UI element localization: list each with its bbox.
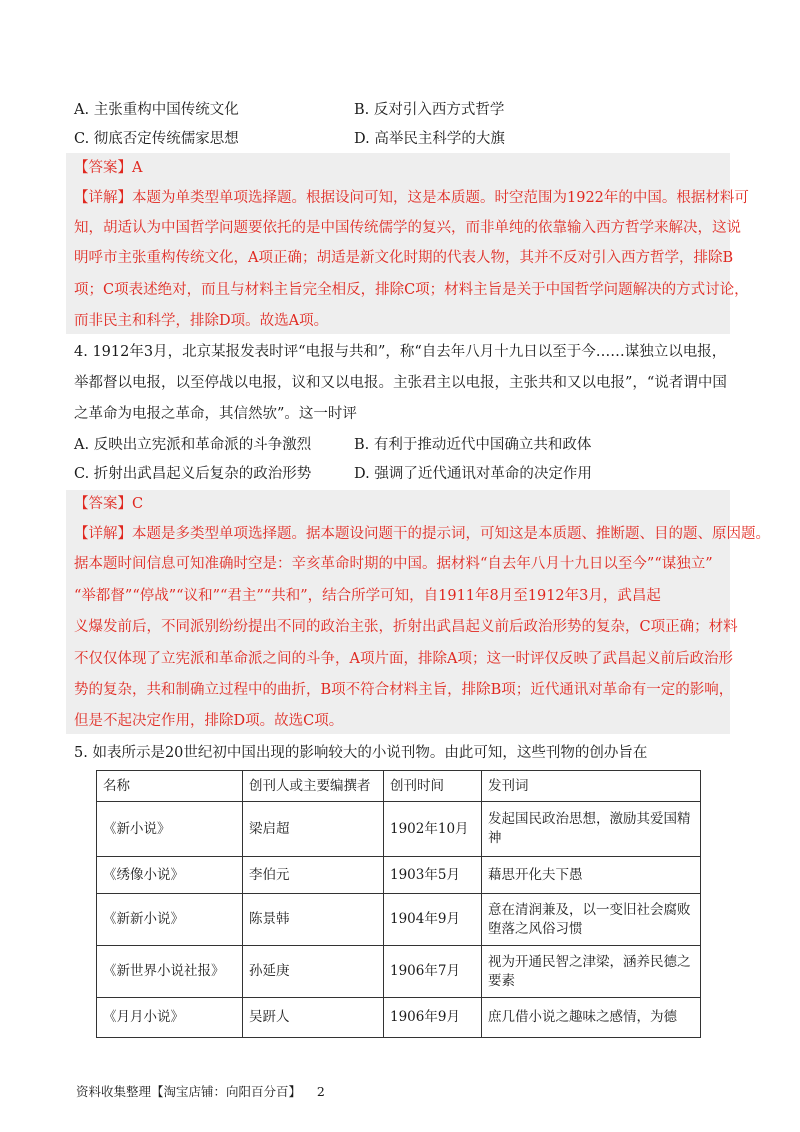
answer-value: A [132,160,143,176]
table-row [97,857,701,894]
q3-answer-block [66,153,730,334]
table-row [97,998,701,1038]
table-cell: 意在清润兼及，以一变旧社会腐败堕落之风俗习惯 [482,894,701,946]
detail-tag: 【详解】 [74,190,132,206]
q4-detail-line-2: 据本题时间信息可知准确时空是：辛亥革命时期的中国。据材料“自去年八月十九日以至今”“谋独立” [74,556,713,572]
q3-detail-line-5: 而非民主和科学，排除D项。故选A项。 [74,313,329,329]
header-cell: 创刊人或主要编撰者 [243,771,384,802]
table-cell: 发起国民政治思想，激励其爱国精神 [482,802,701,857]
table-cell: 《新新小说》 [97,894,243,946]
table-header-row [97,771,701,802]
answer-value: C [132,496,144,512]
table-cell: 庶几借小说之趣味之感情，为德 [482,998,701,1038]
q3-detail-line-4: 项；C项表述绝对，而且与材料主旨完全相反，排除C项；材料主旨是关于中国哲学问题解决的方式讨论， [74,282,749,298]
header-cell: 发刊词 [482,771,701,802]
q3-option-b: B. 反对引入西方式哲学 [354,102,505,118]
page-number: 2 [316,1084,325,1099]
table-cell: 梁启超 [243,802,384,857]
table-cell: 藉思开化夫下愚 [482,857,701,894]
magazine-table [96,770,701,1038]
footer-text: 资料收集整理【淘宝店铺：向阳百分百】 [76,1084,302,1099]
q4-stem-line-2: 举都督以电报，以至停战以电报，议和又以电报。主张君主以电报，主张共和又以电报”，“说者谓中国 [74,375,727,391]
table-cell: 陈景韩 [243,894,384,946]
header-cell: 名称 [97,771,243,802]
table-cell: 1902年10月 [384,802,482,857]
q3-option-a: A. 主张重构中国传统文化 [74,102,239,118]
page-footer [76,1082,325,1100]
q4-detail-line-7: 但是不起决定作用，排除D项。故选C项。 [74,713,344,729]
answer-tag: 【答案】 [74,496,132,512]
q3-option-c: C. 彻底否定传统儒家思想 [74,131,239,147]
table-row [97,946,701,998]
table-cell: 李伯元 [243,857,384,894]
q3-detail-line-3: 明呼市主张重构传统文化，A项正确；胡适是新文化时期的代表人物，其并不反对引入西方哲学，排除B [74,250,734,266]
q4-stem-line-1: 4. 1912年3月，北京某报发表时评“电报与共和”，称“自去年八月十九日以至于今……谋独立以电报， [74,344,727,360]
detail-tag: 【详解】 [74,526,132,542]
q4-answer [74,494,143,514]
table-cell: 《新世界小说社报》 [97,946,243,998]
table-cell: 1903年5月 [384,857,482,894]
table-cell: 1906年9月 [384,998,482,1038]
q5-stem: 5. 如表所示是20世纪初中国出现的影响较大的小说刊物。由此可知，这些刊物的创办旨在 [74,745,648,761]
q4-detail-line-1: 【详解】本题是多类型单项选择题。据本题设问题干的提示词，可知这是本质题、推断题、目的题、原因题。 [74,526,770,542]
answer-tag: 【答案】 [74,160,132,176]
q3-option-d: D. 高举民主科学的大旗 [354,131,505,147]
q4-option-c: C. 折射出武昌起义后复杂的政治形势 [74,466,312,482]
table-cell: 《月月小说》 [97,998,243,1038]
q4-detail-line-3: “举都督”“停战”“议和”“君主”“共和”，结合所学可知，自1911年8月至1912年3月，武昌起 [74,588,661,604]
table-cell: 孙延庚 [243,946,384,998]
q3-detail-line-2: 知，胡适认为中国哲学问题要依托的是中国传统儒学的复兴，而非单纯的依靠输入西方哲学来解决，这说 [74,220,741,236]
table-row [97,802,701,857]
q3-answer [74,158,142,178]
q4-detail-line-4: 义爆发前后，不同派别纷纷提出不同的政治主张，折射出武昌起义前后政治形势的复杂，C项正确；材料 [74,619,738,635]
table-row [97,894,701,946]
q4-stem-line-3: 之革命为电报之革命，其信然欤”。这一时评 [74,406,357,422]
table-cell: 1904年9月 [384,894,482,946]
q4-detail-line-6: 势的复杂，共和制确立过程中的曲折，B项不符合材料主旨，排除B项；近代通讯对革命有一定的影响， [74,682,734,698]
q4-option-a: A. 反映出立宪派和革命派的斗争激烈 [74,437,312,453]
table-cell: 吴趼人 [243,998,384,1038]
table-cell: 1906年7月 [384,946,482,998]
table-cell: 《绣像小说》 [97,857,243,894]
table-cell: 《新小说》 [97,802,243,857]
q3-detail-line-1: 【详解】本题为单类型单项选择题。根据设问可知，这是本质题。时空范围为1922年的中国。根据材料可 [74,190,749,206]
q4-option-b: B. 有利于推动近代中国确立共和政体 [354,437,592,453]
header-cell: 创刊时间 [384,771,482,802]
table-cell: 视为开通民智之津梁，涵养民德之要素 [482,946,701,998]
q4-option-d: D. 强调了近代通讯对革命的决定作用 [354,466,592,482]
q4-detail-line-5: 不仅仅体现了立宪派和革命派之间的斗争，A项片面，排除A项；这一时评仅反映了武昌起义前后政治形 [74,651,733,667]
